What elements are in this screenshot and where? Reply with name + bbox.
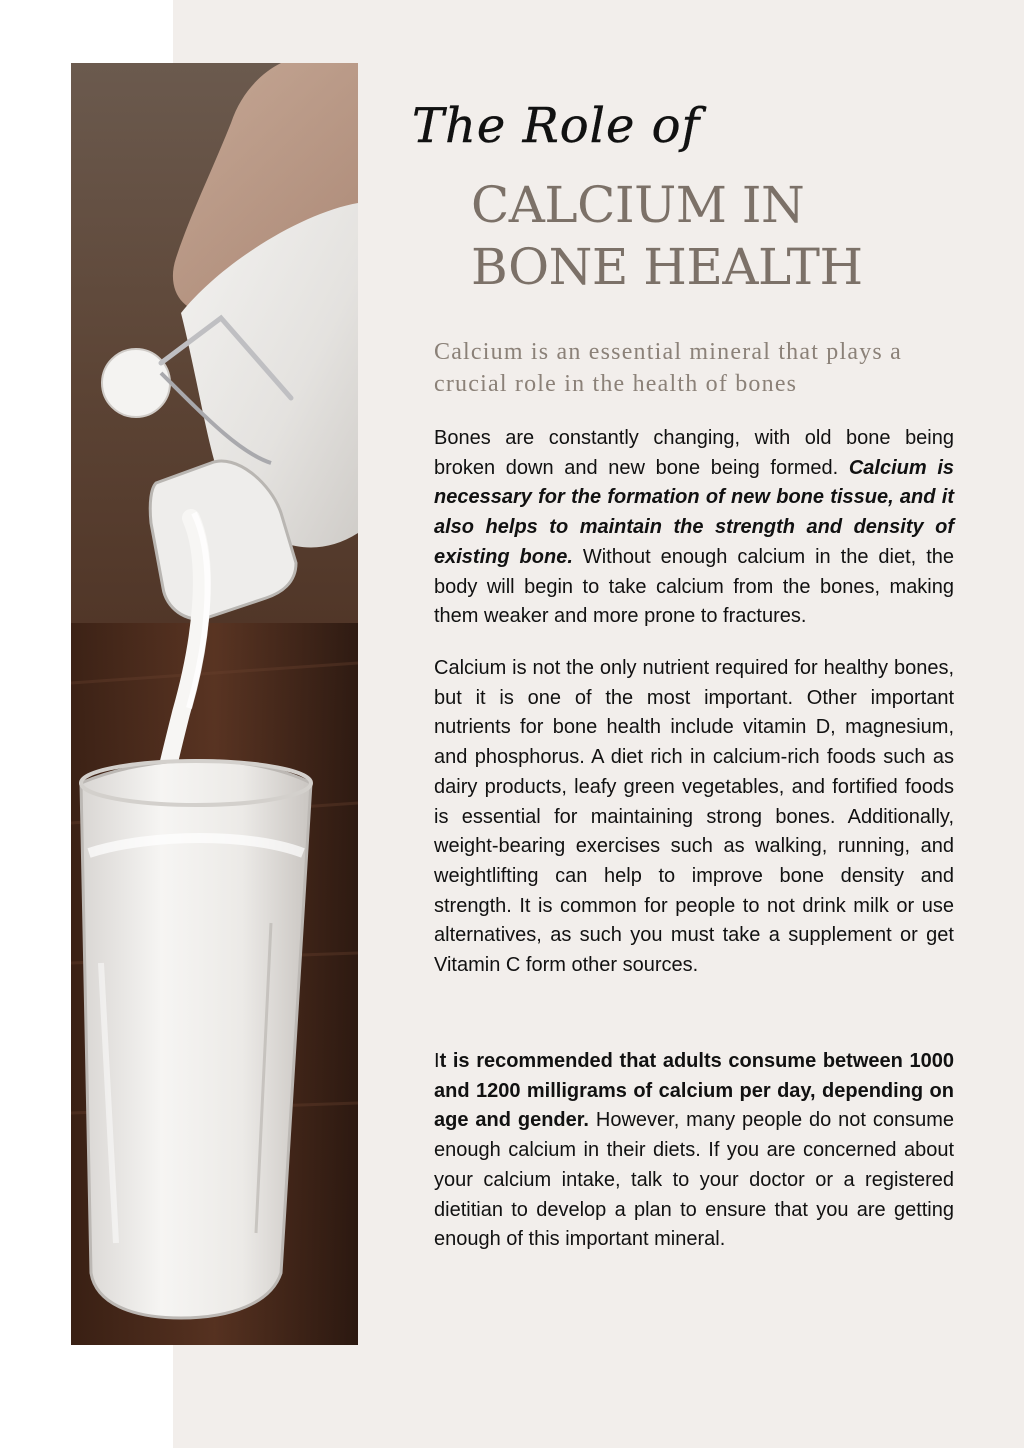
script-title [408,92,728,178]
paragraph-3-first-letter: I [434,1050,440,1072]
paragraph-recommendation [434,1047,954,1255]
paragraph-1-emphasis: Calcium is necessary for the formation of new bone tissue, and it also helps to maintain the strength and density of existing bone. [434,456,954,568]
paragraph-1-rest: Without enough calcium in the diet, the body will begin to take calcium from the bones, making them weaker and more prone to fractures. [434,545,954,628]
page-title [471,174,991,298]
script-title-text: The Role of [412,98,701,154]
page-title-line-2: BONE HEALTH [471,238,863,296]
subtitle: Calcium is an essential mineral that plays a crucial role in the health of bones [434,339,903,397]
milk-pour-photo [71,63,358,1345]
paragraph-bone-remodeling [434,424,954,632]
page-title-line-1: CALCIUM IN [471,176,805,234]
paragraph-3-emphasis: t is recommended that adults consume between 1000 and 1200 milligrams of calcium per day, depending on age and gender. [434,1050,954,1132]
paragraph-1-intro: Bones are constantly changing, with old bone being broken down and new bone being formed. [434,427,954,479]
paragraph-3-rest: However, many people do not consume enough calcium in their diets. If you are concerned about your calcium intake, talk to your doctor or a registered dietitian to develop a plan to ensure that you are getting enough of this important mineral. [434,1109,955,1251]
paragraph-nutrients: Calcium is not the only nutrient required for healthy bones, but it is one of the most important. Other important nutrients for bone health include vitamin D, magnesium, and phosphorus. A diet rich in calcium-rich foods such as dairy products, leafy green vegetables, and fortified foods is essential for maintaining strong bones. Additionally, weight-bearing exercises such as walking, running, and weightlifting can help to improve bone density and strength. It is common for people to not drink milk or use alternatives, as such you must take a supplement or get Vitamin C form other sources. [434,657,954,977]
